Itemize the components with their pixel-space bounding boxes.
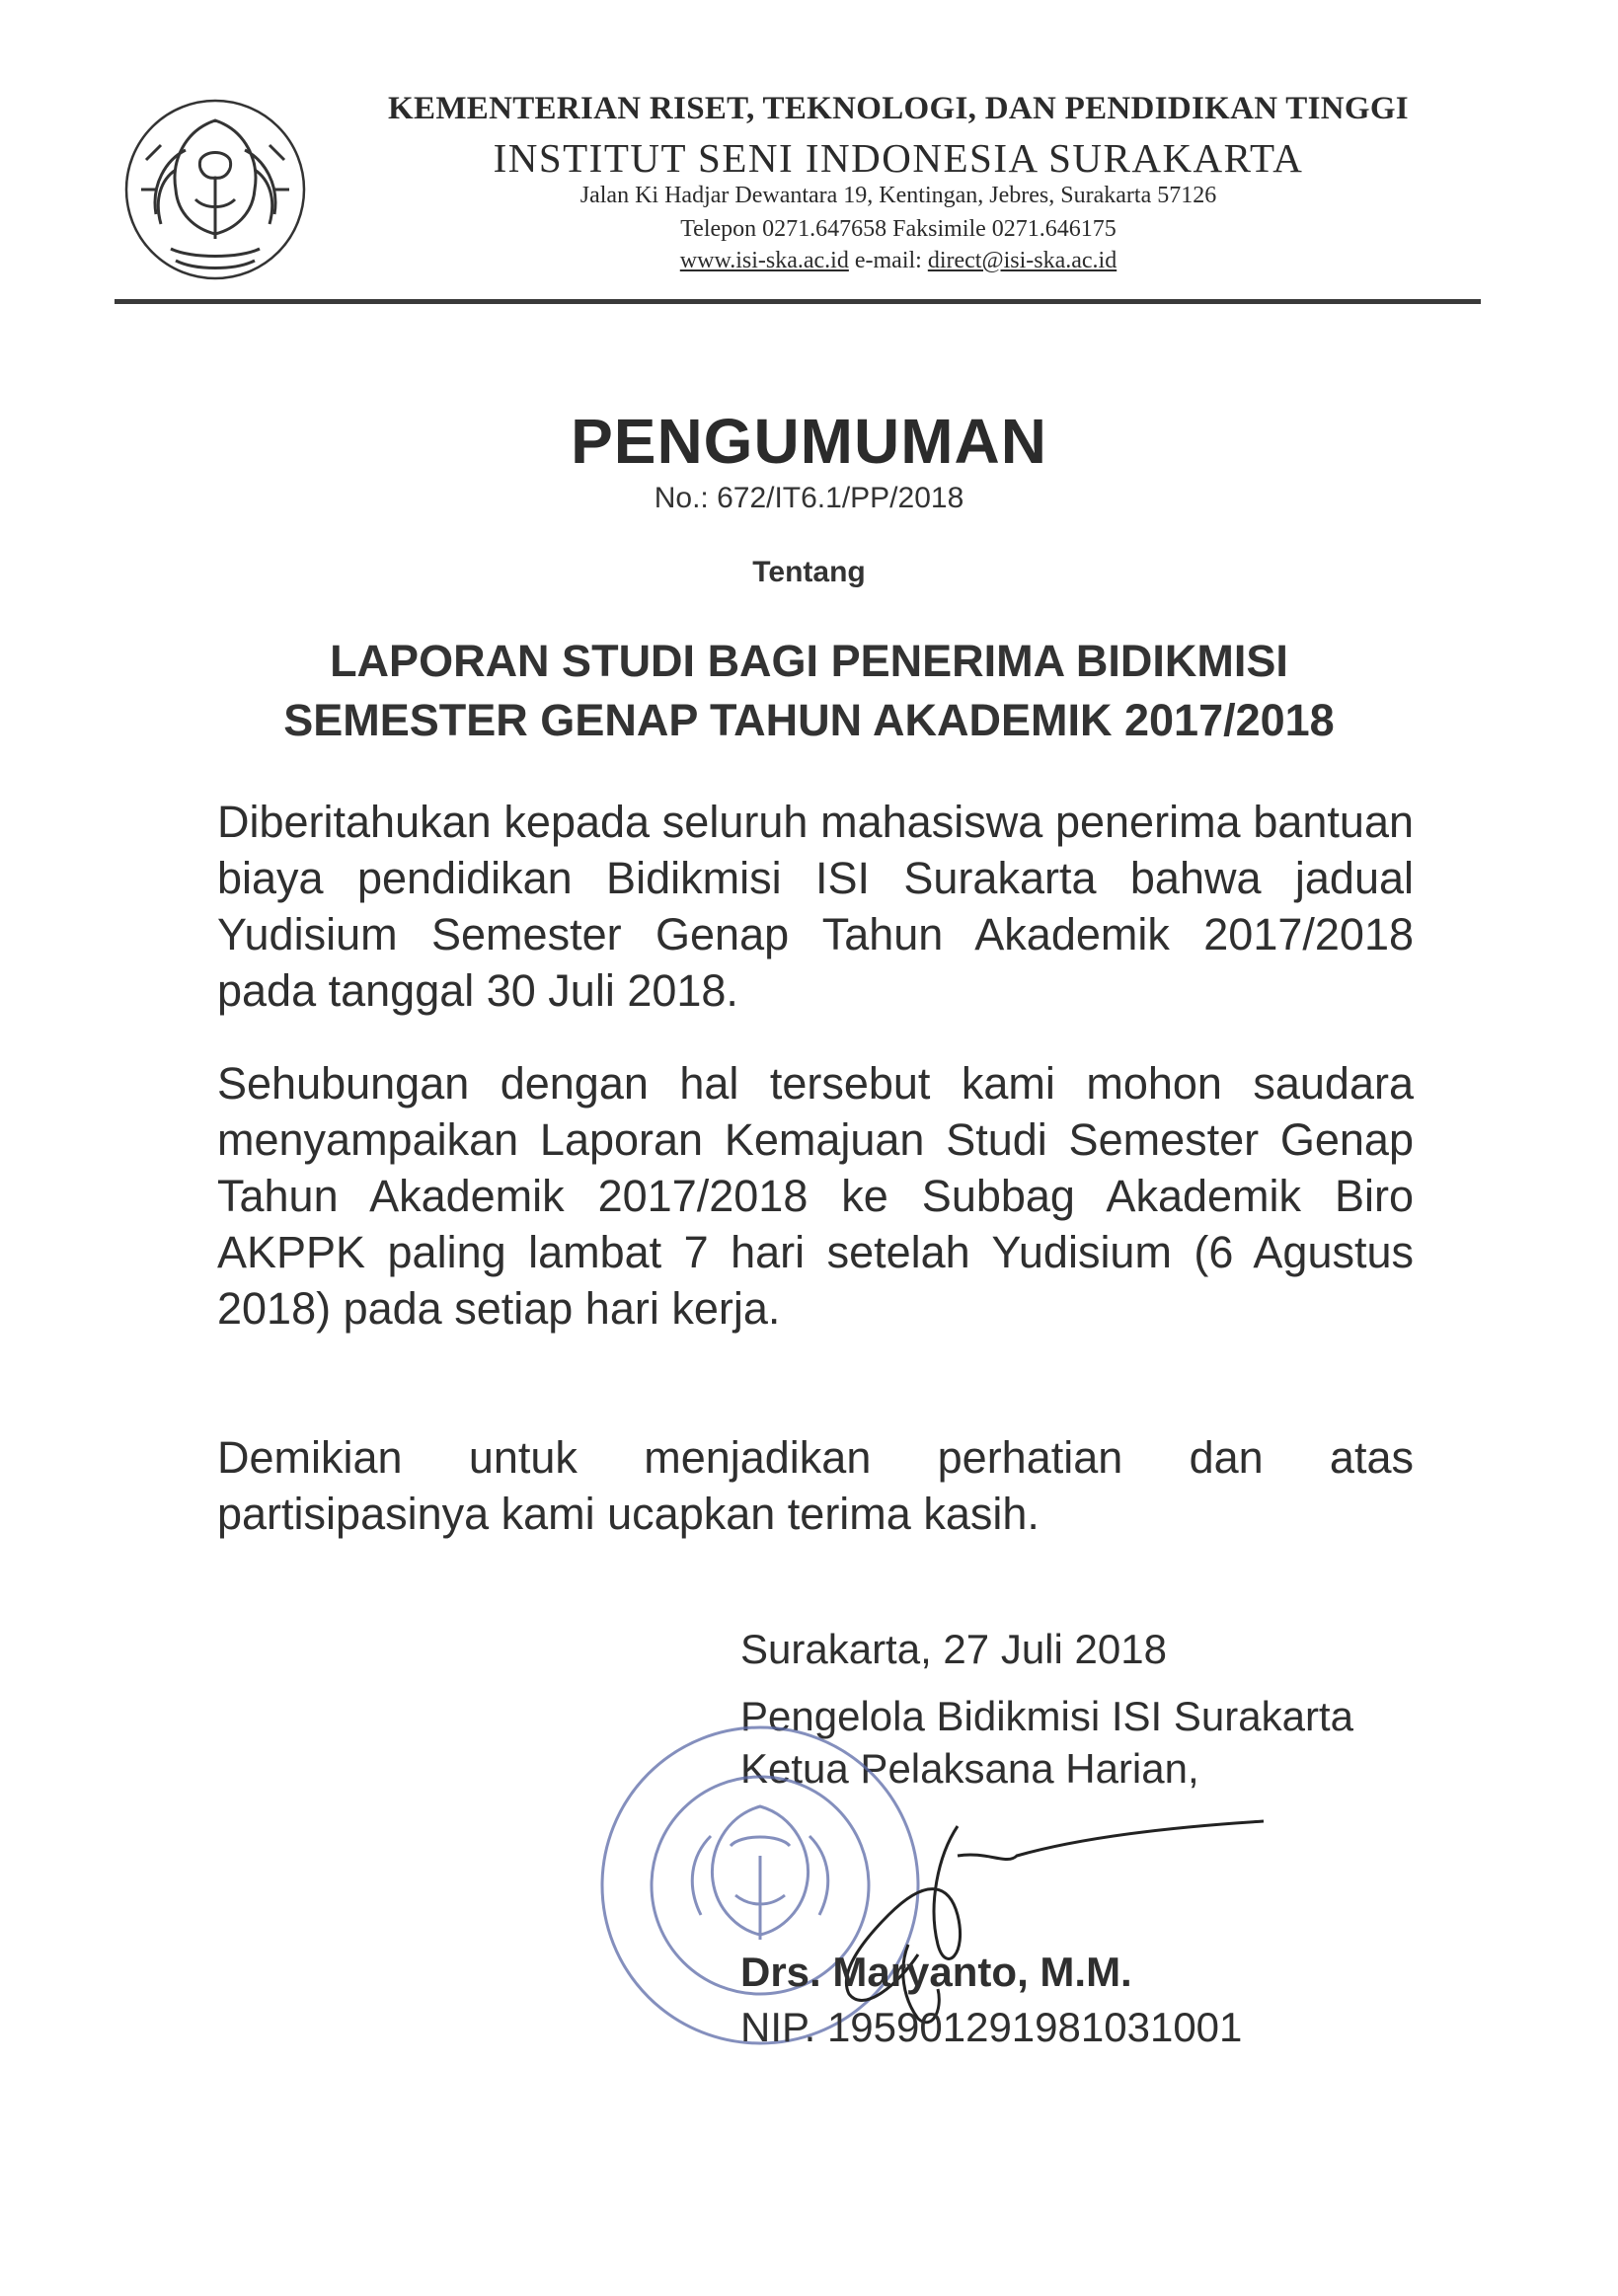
contact-line	[326, 248, 1471, 274]
ministry-name: KEMENTERIAN RISET, TEKNOLOGI, DAN PENDIDIKAN TINGGI	[388, 91, 1409, 126]
website-link[interactable]: www.isi-ska.ac.id	[679, 248, 849, 273]
email-label: e-mail:	[854, 248, 922, 273]
announcement-number: No.: 672/IT6.1/PP/2018	[654, 482, 964, 514]
place-date: Surakarta, 27 Juli 2018	[740, 1626, 1167, 1672]
institution-name: INSTITUT SENI INDONESIA SURAKARTA	[493, 135, 1304, 181]
body-paragraph-2: Sehubungan dengan hal tersebut kami mohon saudara menyampaikan Laporan Kemajuan Studi Semester Genap Tahun Akademik 2017/2018 ke Subbag Akademik Biro AKPPK paling lambat 7 hari setelah Yudisium (6 Agustus 2018) pada setiap hari kerja.	[217, 1058, 1414, 1334]
subject-line-1: LAPORAN STUDI BAGI PENERIMA BIDIKMISI	[330, 636, 1288, 686]
handwritten-signature-icon	[691, 1797, 1273, 2033]
signer-nip: NIP. 195901291981031001	[740, 2004, 1243, 2050]
garuda-emblem-icon	[116, 91, 314, 288]
institution-phone: Telepon 0271.647658 Faksimile 0271.646175	[680, 216, 1117, 242]
announcement-title: PENGUMUMAN	[571, 406, 1047, 477]
signer-name: Drs. Maryanto, M.M.	[740, 1949, 1132, 1995]
signer-role-1: Pengelola Bidikmisi ISI Surakarta	[740, 1693, 1353, 1739]
subject-line-2: SEMESTER GENAP TAHUN AKADEMIK 2017/2018	[283, 695, 1335, 745]
body-paragraph-3: Demikian untuk menjadikan perhatian dan atas partisipasinya kami ucapkan terima kasih.	[217, 1432, 1414, 1539]
letterhead-divider	[115, 299, 1481, 304]
signer-role-2: Ketua Pelaksana Harian,	[740, 1745, 1199, 1792]
institution-address: Jalan Ki Hadjar Dewantara 19, Kentingan, Jebres, Surakarta 57126	[579, 183, 1217, 208]
announcement-about: Tentang	[752, 556, 866, 588]
announcement-subject	[0, 632, 1618, 750]
body-paragraph-1: Diberitahukan kepada seluruh mahasiswa penerima bantuan biaya pendidikan Bidikmisi ISI Surakarta bahwa jadual Yudisium Semester Genap Tahun Akademik 2017/2018 pada tanggal 30 Juli 2018.	[217, 797, 1414, 1016]
email-link[interactable]: direct@isi-ska.ac.id	[927, 248, 1117, 273]
